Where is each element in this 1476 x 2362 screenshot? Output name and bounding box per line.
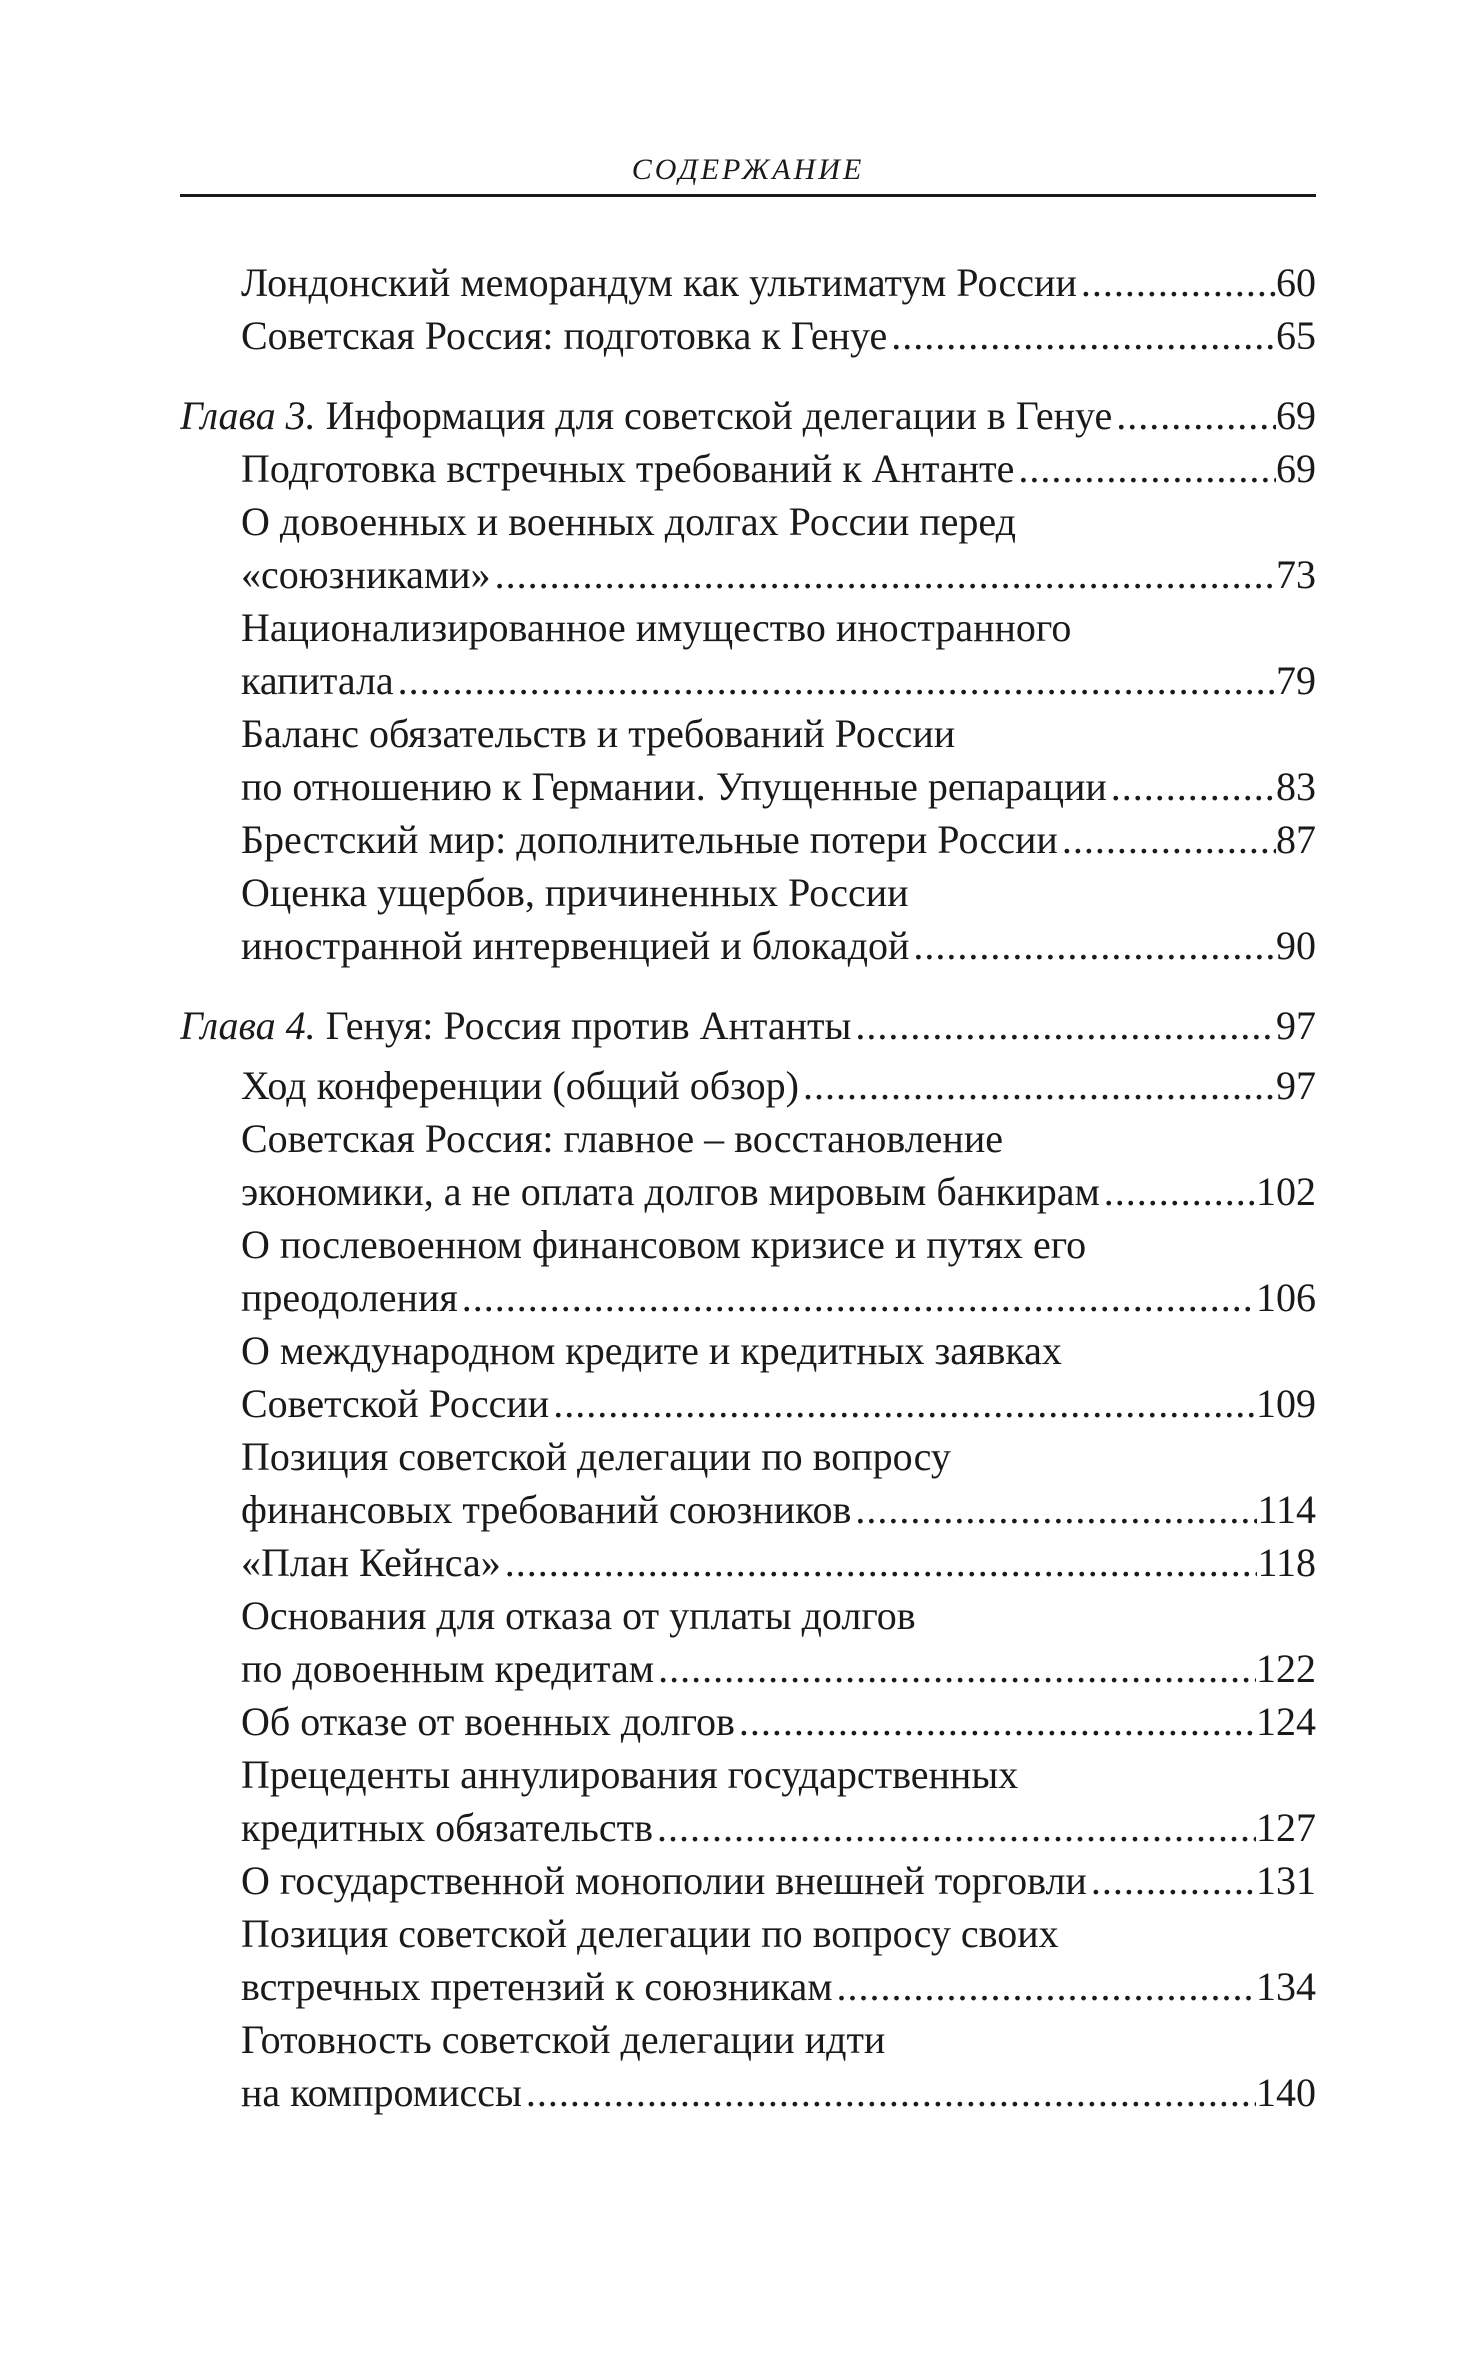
dot-leader [1112, 389, 1276, 442]
toc-page-number: 97 [1276, 1063, 1316, 1108]
toc-page-number: 114 [1257, 1487, 1316, 1532]
dot-leader [887, 309, 1276, 362]
dot-leader [549, 1377, 1256, 1430]
toc-entry-title-line2: капитала [241, 658, 394, 703]
dot-leader [501, 1536, 1258, 1589]
toc-entry-prewar-debts[interactable] [241, 495, 1316, 601]
toc-entry-conference-overview[interactable] [241, 1059, 1316, 1112]
chapter-title: Информация для советской делегации в Генуе [325, 393, 1113, 438]
toc-page-number: 118 [1257, 1540, 1316, 1585]
toc-page-number: 83 [1276, 764, 1316, 809]
toc-page-number: 97 [1276, 1003, 1316, 1048]
toc-entry-title-line1: О международном кредите и кредитных заявках [241, 1328, 1062, 1373]
toc-page-number: 69 [1276, 446, 1316, 491]
running-header: СОДЕРЖАНИЕ [631, 153, 865, 186]
toc-page-number: 122 [1256, 1646, 1316, 1691]
toc-entry-title: Лондонский меморандум как ультиматум России [241, 260, 1077, 305]
toc-page-number: 140 [1256, 2070, 1316, 2115]
toc-entry-title-line2: по довоенным кредитам [241, 1646, 655, 1691]
toc-entry-counter-claims[interactable] [241, 1907, 1316, 2013]
toc-entry-title: Об отказе от военных долгов [241, 1699, 735, 1744]
toc-entry-financial-crisis[interactable] [241, 1218, 1316, 1324]
toc-entry-title-line2: встречных претензий к союзникам [241, 1964, 833, 2009]
toc-entry-delegation-position-finance[interactable] [241, 1430, 1316, 1536]
dot-leader [1014, 442, 1276, 495]
dot-leader [394, 654, 1276, 707]
toc-entry-title-line1: Советская Россия: главное – восстановление [241, 1116, 1003, 1161]
toc-entry-nationalized-property[interactable] [241, 601, 1316, 707]
toc-entry-keynes-plan[interactable] [241, 1536, 1316, 1589]
toc-entry-annulment-precedents[interactable] [241, 1748, 1316, 1854]
toc-entry-soviet-preparation[interactable] [241, 309, 1316, 362]
toc-entry-title: Советская Россия: подготовка к Генуе [241, 313, 888, 358]
toc-entry-germany-balance[interactable] [241, 707, 1316, 813]
toc-entry-title-line1: Готовность советской делегации идти [241, 2017, 886, 2062]
toc-entry-title: Ход конференции (общий обзор) [241, 1063, 799, 1108]
toc-page-number: 90 [1276, 923, 1316, 968]
toc-chapter-3[interactable] [180, 389, 1316, 442]
toc-entry-title-line2: иностранной интервенцией и блокадой [241, 923, 910, 968]
toc-entry-brest-peace[interactable] [241, 813, 1316, 866]
dot-leader [1087, 1854, 1256, 1907]
toc-page-number: 87 [1276, 817, 1316, 862]
toc-entry-damage-assessment[interactable] [241, 866, 1316, 972]
dot-leader [491, 548, 1276, 601]
dot-leader [799, 1059, 1276, 1112]
toc-entry-title-line1: Прецеденты аннулирования государственных [241, 1752, 1019, 1797]
dot-leader [1058, 813, 1276, 866]
toc-entry-title-line1: О довоенных и военных долгах России перед [241, 499, 1016, 544]
chapter-title: Генуя: Россия против Антанты [325, 1003, 852, 1048]
toc-page-number: 131 [1256, 1858, 1316, 1903]
toc-entry-title-line2: «союзниками» [241, 552, 491, 597]
chapter-label: Глава 3. [180, 393, 316, 438]
toc-entry-title-line2: преодоления [241, 1275, 458, 1320]
toc-page-number: 60 [1276, 260, 1316, 305]
toc-page-number: 106 [1256, 1275, 1316, 1320]
toc-chapter-4[interactable] [180, 999, 1316, 1052]
toc-entry-title-line1: Позиция советской делегации по вопросу [241, 1434, 951, 1479]
toc-page-number: 73 [1276, 552, 1316, 597]
chapter-label: Глава 4. [180, 1003, 316, 1048]
toc-entry-title-line2: по отношению к Германии. Упущенные репарации [241, 764, 1107, 809]
dot-leader [1107, 760, 1276, 813]
toc-entry-title: Подготовка встречных требований к Антанте [241, 446, 1015, 491]
dot-leader [833, 1960, 1256, 2013]
dot-leader [851, 1483, 1257, 1536]
toc-page-number: 69 [1276, 393, 1316, 438]
toc-entry-war-debts-refusal[interactable] [241, 1695, 1316, 1748]
toc-entry-title: О государственной монополии внешней торговли [241, 1858, 1087, 1903]
toc-entry-title-line2: кредитных обязательств [241, 1805, 654, 1850]
toc-entry-international-credit[interactable] [241, 1324, 1316, 1430]
dot-leader [851, 999, 1276, 1052]
toc-page-number: 65 [1276, 313, 1316, 358]
dot-leader [909, 919, 1276, 972]
dot-leader [1077, 256, 1276, 309]
toc-entry-london-memorandum[interactable] [241, 256, 1316, 309]
toc-entry-title-line1: О послевоенном финансовом кризисе и путях его [241, 1222, 1087, 1267]
toc-entry-title-line1: Позиция советской делегации по вопросу своих [241, 1911, 1059, 1956]
toc-entry-title-line1: Национализированное имущество иностранного [241, 605, 1072, 650]
toc-page-number: 79 [1276, 658, 1316, 703]
toc-page-number: 109 [1256, 1381, 1316, 1426]
toc-entry-title-line1: Баланс обязательств и требований России [241, 711, 956, 756]
toc-entry-title-line2: экономики, а не оплата долгов мировым банкирам [241, 1169, 1100, 1214]
toc-page-number: 124 [1256, 1699, 1316, 1744]
toc-entry-title-line2: Советской России [241, 1381, 550, 1426]
toc-entry-compromise-readiness[interactable] [241, 2013, 1316, 2119]
toc-page-number: 102 [1256, 1169, 1316, 1214]
toc-entry-title-line1: Оценка ущербов, причиненных России [241, 870, 909, 915]
toc-entry-title-line2: на компромиссы [241, 2070, 522, 2115]
toc-entry-refusal-grounds[interactable] [241, 1589, 1316, 1695]
dot-leader [653, 1801, 1256, 1854]
dot-leader [458, 1271, 1256, 1324]
toc-entry-trade-monopoly[interactable] [241, 1854, 1316, 1907]
toc-entry-title-line2: финансовых требований союзников [241, 1487, 852, 1532]
dot-leader [735, 1695, 1256, 1748]
toc-entry-title-line1: Основания для отказа от уплаты долгов [241, 1593, 916, 1638]
dot-leader [522, 2066, 1256, 2119]
toc-entry-counter-demands[interactable] [241, 442, 1316, 495]
header-rule [180, 194, 1316, 197]
dot-leader [654, 1642, 1256, 1695]
toc-page-number: 127 [1256, 1805, 1316, 1850]
toc-entry-economy-restoration[interactable] [241, 1112, 1316, 1218]
dot-leader [1100, 1165, 1256, 1218]
toc-entry-title: «План Кейнса» [241, 1540, 501, 1585]
toc-entry-title: Брестский мир: дополнительные потери России [241, 817, 1058, 862]
toc-page-number: 134 [1256, 1964, 1316, 2009]
